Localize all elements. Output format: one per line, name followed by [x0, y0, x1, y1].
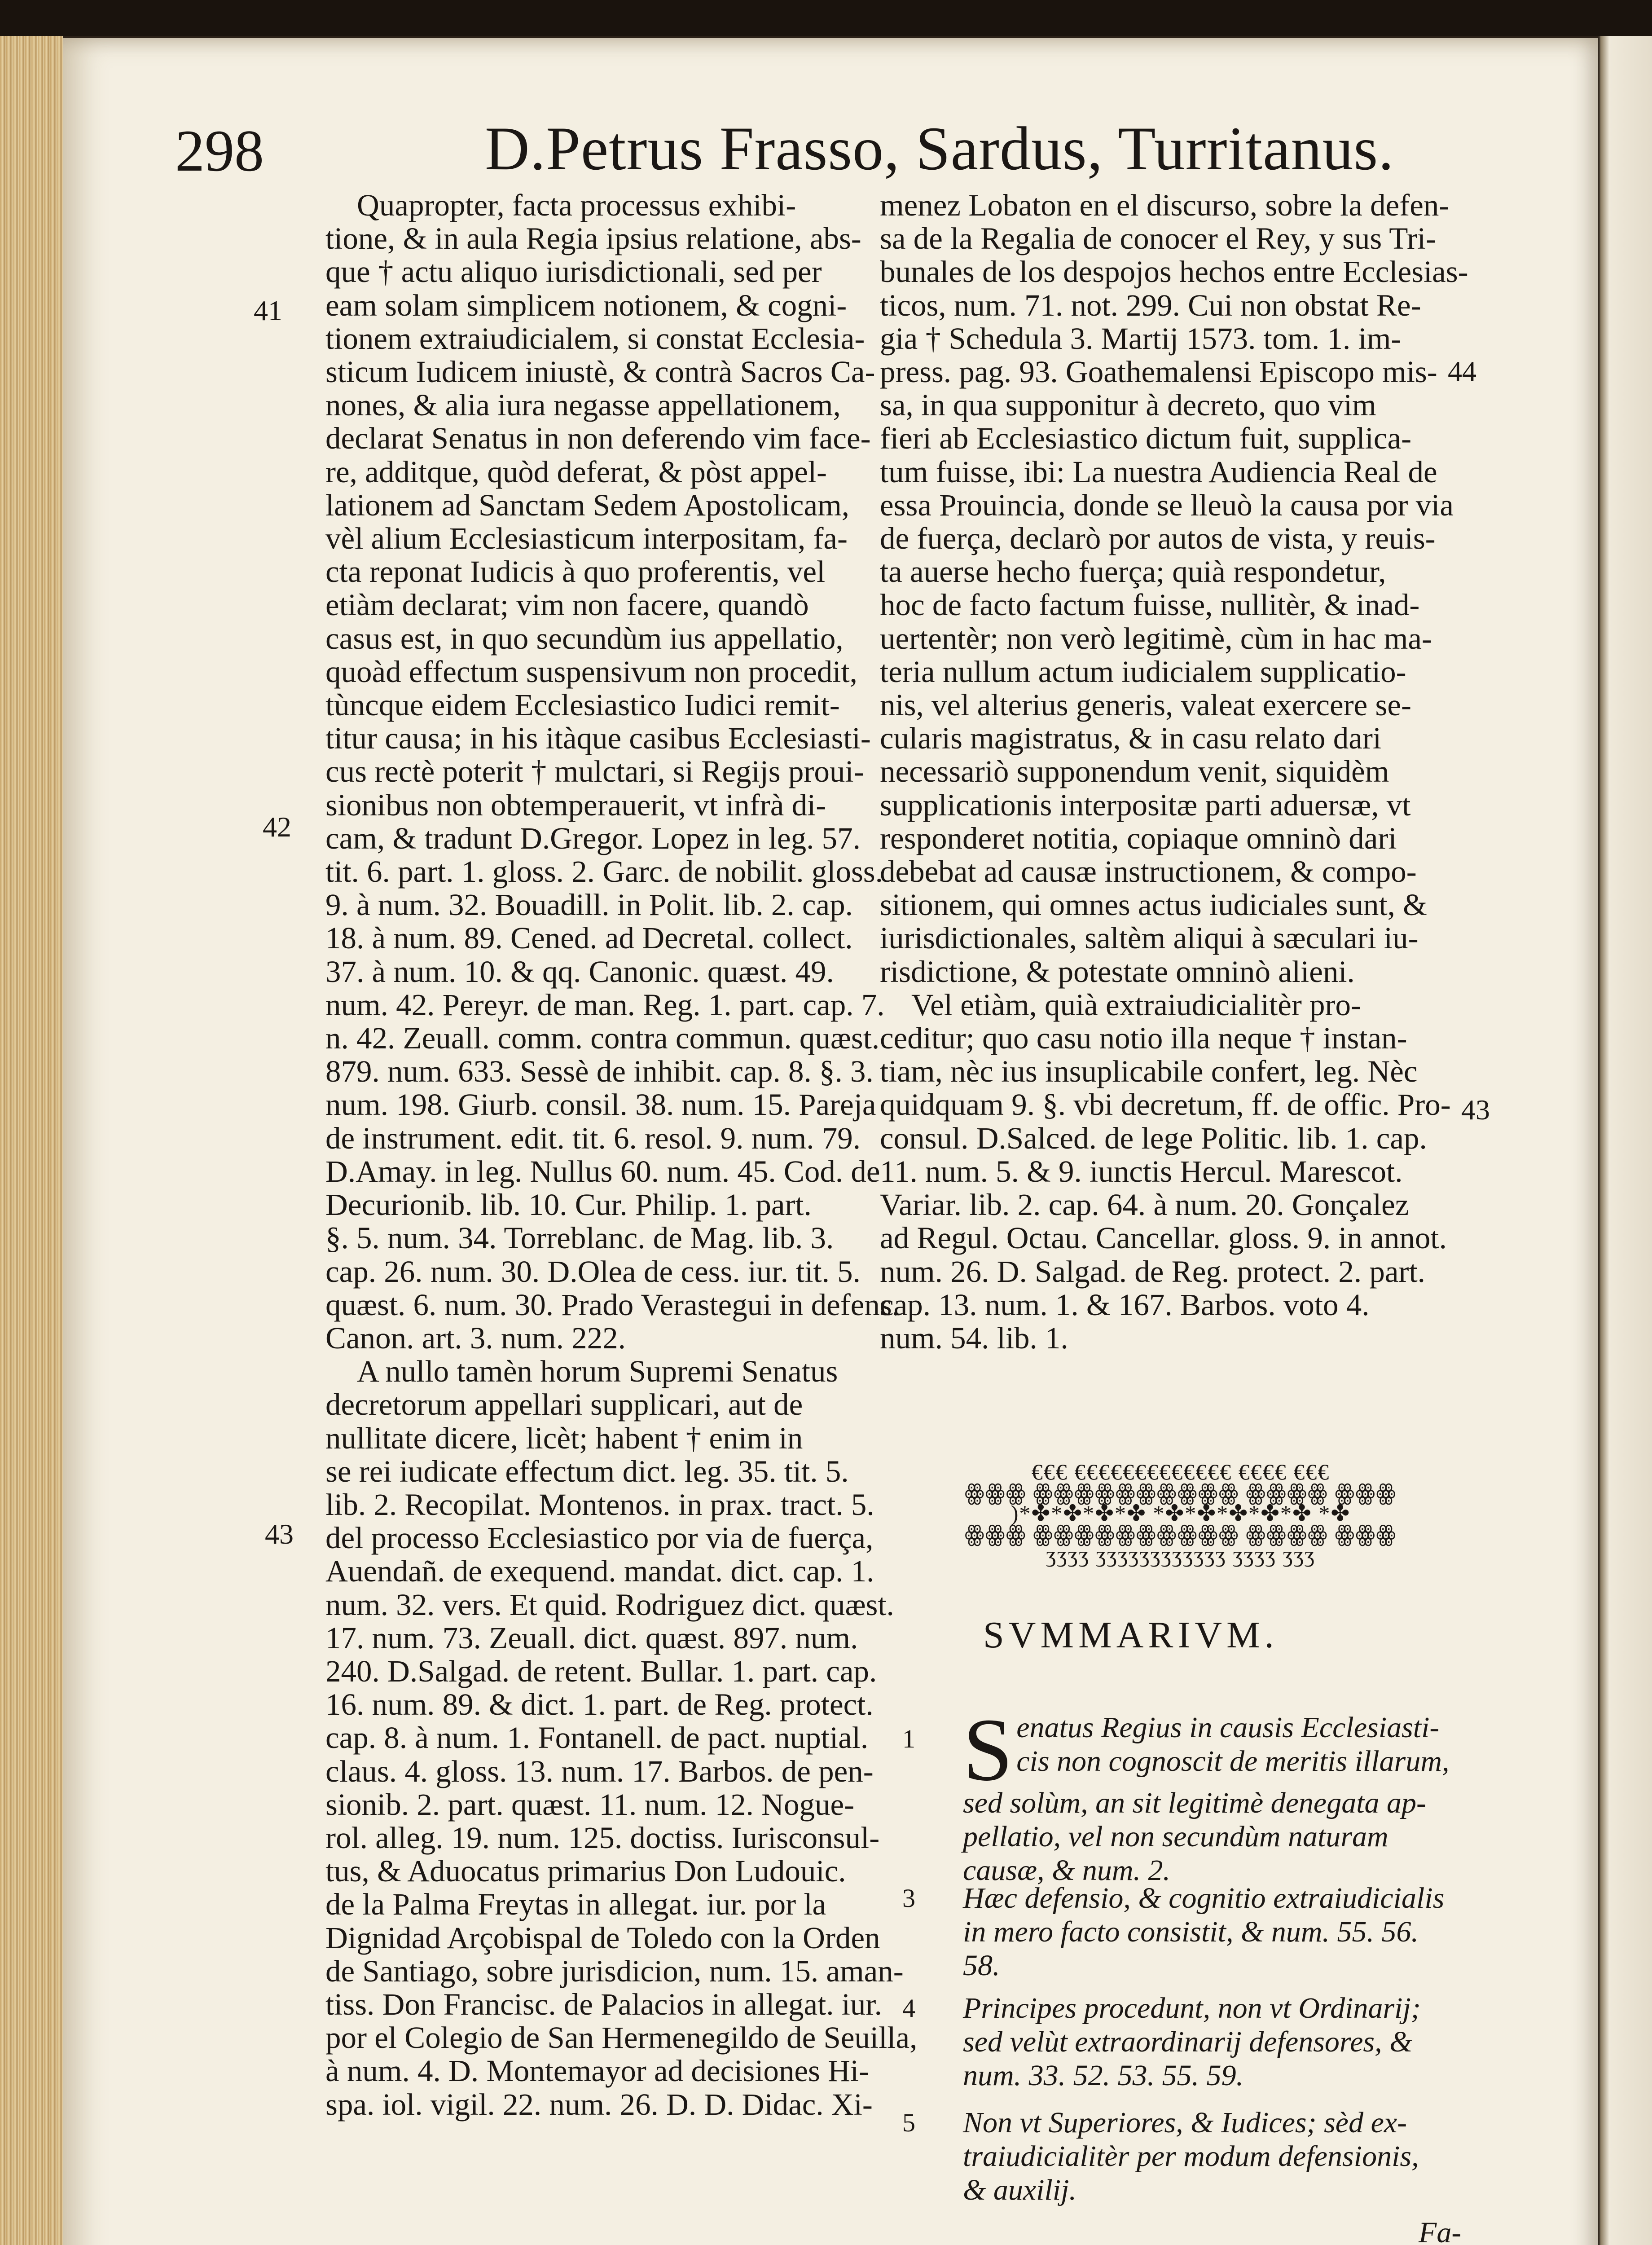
- text-line: 17. num. 73. Zeuall. dict. quæst. 897. num.: [325, 1620, 858, 1655]
- ornament-row: )*✤*✤*✤*✤ *✤*✤*✤*✤*✤ *✤: [1011, 1501, 1351, 1526]
- page-edges-stack: [0, 36, 63, 2245]
- text-line: sa, in qua supponitur à decreto, quo vim: [880, 388, 1376, 423]
- text-line: cap. 8. à num. 1. Fontanell. de pact. nuptial.: [325, 1721, 869, 1755]
- text-line: tum fuisse, ibi: La nuestra Audiencia Real de: [880, 454, 1437, 489]
- text-line: num. 198. Giurb. consil. 38. num. 15. Pareja: [325, 1087, 876, 1122]
- text-line: lationem ad Sanctam Sedem Apostolicam,: [325, 488, 850, 522]
- text-line: A nullo tamèn horum Supremi Senatus: [357, 1354, 838, 1389]
- text-line: hoc de facto factum fuisse, nullitèr, & inad-: [880, 588, 1420, 622]
- text-line: à num. 4. D. Montemayor ad decisiones Hi-: [325, 2054, 870, 2088]
- text-line: risdictione, & potestate omninò alieni.: [880, 954, 1355, 989]
- text-line: cap. 26. num. 30. D.Olea de cess. iur. tit. 5.: [325, 1254, 861, 1289]
- text-line: uertentèr; non verò legitimè, cùm in hac ma-: [880, 621, 1432, 656]
- text-line: re, additque, quòd deferat, & pòst appel-: [325, 454, 827, 489]
- text-line: spa. iol. vigil. 22. num. 26. D. D. Didac. Xi-: [325, 2087, 873, 2122]
- text-line: D.Amay. in leg. Nullus 60. num. 45. Cod. de: [325, 1154, 880, 1189]
- text-line: por el Colegio de San Hermenegildo de Seuilla,: [325, 2020, 918, 2055]
- text-line: §. 5. num. 34. Torreblanc. de Mag. lib. 3.: [325, 1221, 834, 1255]
- text-line: Canon. art. 3. num. 222.: [325, 1321, 626, 1355]
- text-line: de instrument. edit. tit. 6. resol. 9. num. 79.: [325, 1121, 861, 1155]
- text-line: sa de la Regalia de conocer el Rey, y sus Tri-: [880, 221, 1437, 256]
- text-line: rol. alleg. 19. num. 125. doctiss. Iurisconsul-: [325, 1820, 880, 1855]
- text-line: quæst. 6. num. 30. Prado Verastegui in defens.: [325, 1287, 900, 1322]
- text-line: tione, & in aula Regia ipsius relatione, abs-: [325, 221, 861, 256]
- text-line: ta auerse hecho fuerça; quià respondetur,: [880, 555, 1386, 589]
- catchword: Fa-: [1419, 2216, 1462, 2245]
- summary-line: enatus Regius in causis Ecclesiasti-: [1016, 1711, 1440, 1744]
- text-line: 9. à num. 32. Bouadill. in Polit. lib. 2. cap.: [325, 888, 853, 922]
- text-line: cam, & tradunt D.Gregor. Lopez in leg. 57.: [325, 821, 861, 855]
- text-line: menez Lobaton en el discurso, sobre la defen-: [880, 188, 1450, 222]
- margin-number-42: 42: [263, 811, 291, 843]
- text-line: Dignidad Arçobispal de Toledo con la Orden: [325, 1920, 880, 1955]
- text-line: essa Prouincia, donde se lleuò la causa por via: [880, 488, 1454, 522]
- text-line: vèl alium Ecclesiasticum interpositam, fa-: [325, 521, 848, 556]
- text-line: ceditur; quo casu notio illa neque † instan-: [880, 1021, 1407, 1056]
- text-line: Variar. lib. 2. cap. 64. à num. 20. Gonçalez: [880, 1188, 1409, 1222]
- text-line: de la Palma Freytas in allegat. iur. por la: [325, 1887, 826, 1922]
- summary-entry-text: [963, 1700, 1457, 1887]
- text-line: 37. à num. 10. & qq. Canonic. quæst. 49.: [325, 954, 834, 989]
- left-text-column: [325, 188, 918, 2122]
- text-line: cta reponat Iudicis à quo proferentis, vel: [325, 555, 826, 589]
- text-line: tit. 6. part. 1. gloss. 2. Garc. de nobilit. gloss.: [325, 854, 883, 889]
- text-line: tùncque eidem Ecclesiastico Iudici remit-: [325, 688, 840, 722]
- text-line: consul. D.Salced. de lege Politic. lib. 1. cap.: [880, 1121, 1427, 1155]
- text-line: se rei iudicate effectum dict. leg. 35. tit. 5.: [325, 1454, 849, 1488]
- running-head: D.Petrus Frasso, Sardus, Turritanus.: [485, 114, 1394, 183]
- text-line: decretorum appellari supplicari, aut de: [325, 1387, 803, 1422]
- text-line: quidquam 9. §. vbi decretum, ff. de offic. Pro-: [880, 1087, 1451, 1122]
- summary-line: in mero facto consistit, & num. 55. 56.: [963, 1915, 1419, 1948]
- text-line: sitionem, qui omnes actus iudiciales sunt, &: [880, 888, 1427, 922]
- summary-entry-text: [963, 2106, 1457, 2207]
- text-line: fieri ab Ecclesiastico dictum fuit, supplica-: [880, 421, 1412, 456]
- text-line: num. 26. D. Salgad. de Reg. protect. 2. part.: [880, 1254, 1425, 1289]
- text-line: cap. 13. num. 1. & 167. Barbos. voto 4.: [880, 1287, 1370, 1322]
- text-line: que † actu aliquo iurisdictionali, sed per: [325, 255, 822, 289]
- text-line: casus est, in quo secundùm ius appellatio,: [325, 621, 844, 656]
- text-line: lib. 2. Recopilat. Montenos. in prax. tract. 5.: [325, 1487, 874, 1522]
- summary-entry-number: 3: [902, 1884, 915, 1913]
- text-line: necessariò supponendum venit, siquidèm: [880, 754, 1389, 789]
- summary-entry-number: 5: [902, 2108, 915, 2137]
- margin-number-43-left: 43: [265, 1518, 294, 1550]
- text-line: 16. num. 89. & dict. 1. part. de Reg. protect.: [325, 1687, 874, 1722]
- summary-line: sed velùt extraordinarij defensores, &: [963, 2025, 1413, 2058]
- text-line: sionib. 2. part. quæst. 11. num. 12. Nogue-: [325, 1787, 855, 1822]
- text-line: bunales de los despojos hechos entre Ecclesias-: [880, 255, 1468, 289]
- ornament-row: ꙮꙮꙮ ꙮꙮꙮꙮꙮꙮꙮꙮꙮꙮ ꙮꙮꙮꙮ ꙮꙮꙮ: [964, 1521, 1397, 1546]
- summary-line: traiudicialitèr per modum defensionis,: [963, 2140, 1419, 2173]
- summary-line: & auxilij.: [963, 2174, 1076, 2206]
- summary-line: sed solùm, an sit legitimè denegata ap-: [963, 1787, 1427, 1819]
- top-edge-shadow: [0, 0, 1652, 36]
- text-line: titur causa; in his itàque casibus Ecclesiasti-: [325, 721, 871, 756]
- text-line: tionem extraiudicialem, si constat Ecclesia-: [325, 321, 865, 356]
- text-line: claus. 4. gloss. 13. num. 17. Barbos. de pen-: [325, 1754, 874, 1788]
- text-line: eam solam simplicem notionem, & cogni-: [325, 288, 847, 322]
- typographic-ornament-band: [902, 1459, 1459, 1567]
- text-line: nullitate dicere, licèt; habent † enim in: [325, 1421, 803, 1455]
- margin-number-44: 44: [1448, 355, 1476, 387]
- summary-line: 58.: [963, 1949, 1000, 1982]
- text-line: tiam, nèc ius insuplicabile confert, leg. Nèc: [880, 1054, 1418, 1089]
- text-line: de fuerça, declarò por autos de vista, y reuis-: [880, 521, 1436, 556]
- text-line: declarat Senatus in non deferendo vim face-: [325, 421, 871, 456]
- text-line: tiss. Don Francisc. de Palacios in allegat. iur.: [325, 1987, 882, 2021]
- text-line: press. pag. 93. Goathemalensi Episcopo mis-: [880, 355, 1437, 389]
- text-line: num. 42. Pereyr. de man. Reg. 1. part. cap. 7.: [325, 987, 885, 1022]
- page-number: 298: [175, 118, 264, 184]
- summary-line: Principes procedunt, non vt Ordinarij;: [963, 1992, 1421, 2025]
- text-line: Vel etiàm, quià extraiudicialitèr pro-: [911, 987, 1362, 1022]
- text-line: nis, vel alterius generis, valeat exercere se-: [880, 688, 1411, 722]
- summary-line: num. 33. 52. 53. 55. 59.: [963, 2059, 1244, 2092]
- text-line: 11. num. 5. & 9. iunctis Hercul. Marescot.: [880, 1154, 1403, 1189]
- summary-entry-number: 1: [902, 1724, 915, 1753]
- text-line: etiàm declarat; vim non facere, quandò: [325, 588, 809, 622]
- summary-entry-text: [963, 1991, 1457, 2092]
- text-line: 18. à num. 89. Cened. ad Decretal. collect.: [325, 921, 853, 955]
- drop-cap-letter: S: [963, 1700, 1013, 1800]
- text-line: Decurionib. lib. 10. Cur. Philip. 1. part.: [325, 1188, 812, 1222]
- text-line: responderet notitia, copiaque omninò dari: [880, 821, 1397, 855]
- text-line: iurisdictionales, saltèm aliqui à sæculari iu-: [880, 921, 1419, 955]
- summary-entry-number: 4: [902, 1994, 915, 2023]
- summary-line: pellatio, vel non secundùm naturam: [963, 1820, 1388, 1853]
- margin-number-41: 41: [254, 295, 282, 326]
- summarium-title: SVMMARIVM.: [983, 1614, 1279, 1656]
- text-line: ticos, num. 71. not. 299. Cui non obstat Re-: [880, 288, 1421, 322]
- facing-page-edge: [1600, 36, 1652, 2245]
- text-line: tus, & Aduocatus primarius Don Ludouic.: [325, 1854, 846, 1888]
- text-line: num. 32. vers. Et quid. Rodriguez dict. quæst.: [325, 1587, 894, 1622]
- text-line: del processo Ecclesiastico por via de fuerça,: [325, 1521, 874, 1555]
- summary-line: causæ, & num. 2.: [963, 1854, 1170, 1887]
- text-line: quoàd effectum suspensivum non procedit,: [325, 654, 857, 689]
- text-line: sticum Iudicem iniustè, & contrà Sacros Ca-: [325, 355, 875, 389]
- text-line: teria nullum actum iudicialem supplicatio-: [880, 654, 1406, 689]
- text-line: 240. D.Salgad. de retent. Bullar. 1. part. cap.: [325, 1654, 877, 1688]
- text-line: debebat ad causæ instructionem, & compo-: [880, 854, 1417, 889]
- summary-line: Hæc defensio, & cognitio extraiudicialis: [963, 1882, 1445, 1915]
- text-line: n. 42. Zeuall. comm. contra commun. quæst.: [325, 1021, 880, 1056]
- summary-entry-text: [963, 1881, 1457, 1982]
- ornament-row: ʒʒʒʒ ʒʒʒʒʒʒʒʒʒʒʒʒ ʒʒʒʒ ʒʒʒ: [1046, 1542, 1315, 1567]
- text-line: nones, & alia iura negasse appellationem,: [325, 388, 841, 423]
- text-line: gia † Schedula 3. Martij 1573. tom. 1. im-: [880, 321, 1402, 356]
- text-line: sionibus non obtemperauerit, vt infrà di-: [325, 788, 826, 822]
- text-line: Quapropter, facta processus exhibi-: [357, 188, 796, 222]
- ornament-row: €€€ €€€€€€€€€€€€€ €€€€ €€€: [1031, 1459, 1330, 1484]
- text-line: de Santiago, sobre jurisdicion, num. 15. aman-: [325, 1954, 904, 1988]
- text-line: supplicationis interpositæ parti aduersæ, vt: [880, 788, 1411, 822]
- text-line: num. 54. lib. 1.: [880, 1321, 1068, 1355]
- text-line: ad Regul. Octau. Cancellar. gloss. 9. in annot.: [880, 1221, 1447, 1255]
- text-line: cus rectè poterit † mulctari, si Regijs proui-: [325, 754, 864, 789]
- text-line: cularis magistratus, & in casu relato dari: [880, 721, 1382, 756]
- ornament-row: ꙮꙮꙮ ꙮꙮꙮꙮꙮꙮꙮꙮꙮꙮ ꙮꙮꙮꙮ ꙮꙮꙮ: [964, 1480, 1397, 1505]
- summary-line: cis non cognoscit de meritis illarum,: [1016, 1745, 1450, 1778]
- summary-line: Non vt Superiores, & Iudices; sèd ex-: [963, 2106, 1407, 2139]
- text-line: Auendañ. de exequend. mandat. dict. cap. 1.: [325, 1554, 874, 1589]
- margin-number-43-right: 43: [1461, 1094, 1490, 1126]
- text-line: 879. num. 633. Sessè de inhibit. cap. 8. §. 3.: [325, 1054, 874, 1089]
